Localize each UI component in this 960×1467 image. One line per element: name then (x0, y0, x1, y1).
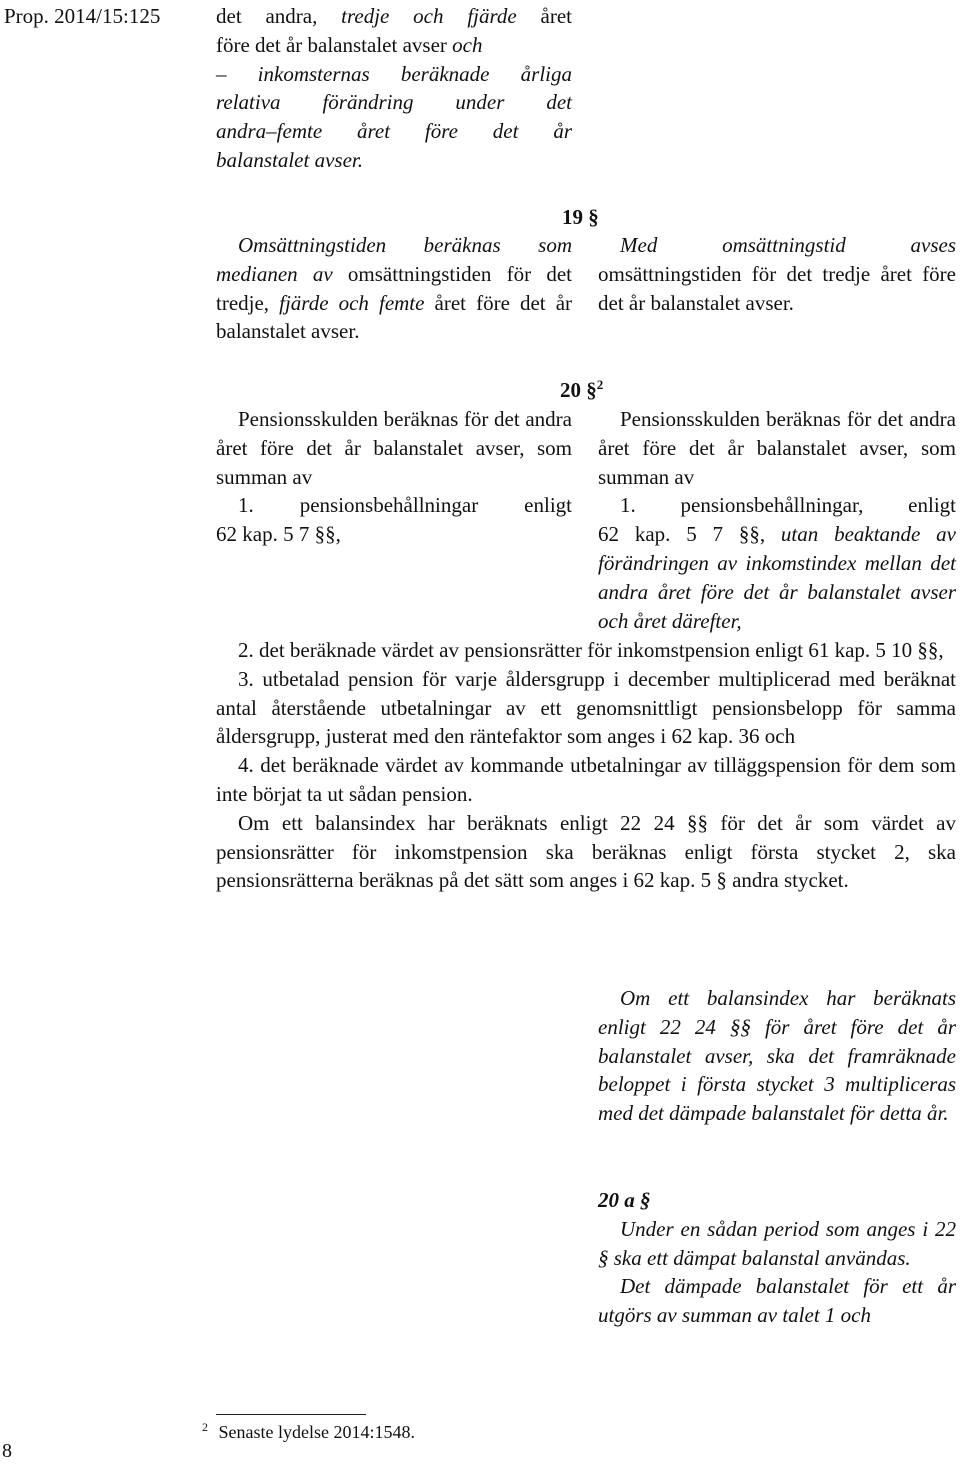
text-line: relativa förändring under det (216, 90, 572, 115)
sec20-right (598, 405, 956, 635)
item-3: 3. utbetalad pension för varje åldersgrupp i december multiplicerad med beräknat antal återstående utbetalningar av ett genomsnittligt pensionsbelopp för samma åldersgrupp, justerat med den räntefaktor som anges i 62 kap. 36 och (216, 666, 956, 749)
text-line: före det år balanstalet avser och (216, 32, 483, 57)
footnote-ref: 2 (596, 377, 604, 392)
page-number: 8 (2, 1440, 12, 1462)
sec20-left-item1: 1. pensionsbehållningar enligt (238, 493, 572, 518)
sec20a (598, 1186, 956, 1330)
section-heading-19: 19 § (562, 205, 599, 229)
sec20-left-p1: Pensionsskulden beräknas för det andra året före det år balanstalet avser, som summan av (216, 407, 572, 489)
text-line: balanstalet avser. (216, 147, 363, 172)
footnote (202, 1422, 415, 1443)
sec20-right-item1: 1. pensionsbehållningar, enligt (620, 493, 956, 518)
sec19-right: Med omsättningstid avses omsättningstiden för det tredje året före det år balanstalet avser. (598, 233, 956, 315)
sec20-right-para: Om ett balansindex har beräknats enligt 22 24 §§ för året före det år balanstalet avser, ska det framräknade beloppet i första stycket 3 multipliceras med det dämpade balanstalet för detta år. (598, 986, 956, 1126)
sec20-right-item1-cont: 62 kap. 5 7 §§, utan beaktande av förändringen av inkomstindex mellan det andra året före det år balanstalet avser och året därefter, (598, 522, 957, 633)
sec20-left-item1-ref: 62 kap. 5 7 §§, (216, 522, 341, 547)
text-line: – inkomsternas beräknade årliga (216, 61, 572, 86)
item-4: 4. det beräknade värdet av kommande utbetalningar av tilläggspension för dem som inte börjat ta ut sådan pension. (216, 753, 956, 806)
sec20-right-p1: Pensionsskulden beräknas för det andra året före det år balanstalet avser, som summan av (598, 407, 956, 489)
sec20a-p2: Det dämpade balanstalet för ett år utgörs av summan av talet 1 och (598, 1274, 956, 1328)
footnote-text: Senaste lydelse 2014:1548. (218, 1422, 415, 1442)
text-line: andra–femte året före det år (216, 119, 572, 144)
sec19-left: Omsättningstiden beräknas som medianen av omsättningstiden för det tredje, fjärde och femte året före det år balanstalet avser. (216, 233, 573, 344)
item-2: 2. det beräknade värdet av pensionsrätter för inkomstpension enligt 61 kap. 5 10 §§, (238, 638, 944, 662)
section-heading-20a: 20 a § (598, 1188, 651, 1212)
sec20-paragraph: Om ett balansindex har beräknats enligt 22 24 §§ för det år som värdet av pensionsrätter för inkomstpension ska beräknas enligt första stycket 2, ska pensionsrätterna beräknas på det sätt som anges i 62 kap. 5 § andra stycket. (216, 810, 956, 893)
footnote-divider (216, 1414, 366, 1415)
footnote-marker: 2 (202, 1420, 208, 1434)
sec20a-p1: Under en sådan period som anges i 22 § ska ett dämpat balanstal användas. (598, 1216, 956, 1270)
sec20-full-width (216, 636, 956, 895)
section-heading-20: 20 §$^2$ (560, 377, 604, 402)
text-line: det andra, tredje och fjärde året (216, 4, 572, 28)
sec20-left (216, 405, 572, 549)
running-header: Prop. 2014/15:125 (4, 4, 161, 28)
top-block (216, 2, 572, 175)
